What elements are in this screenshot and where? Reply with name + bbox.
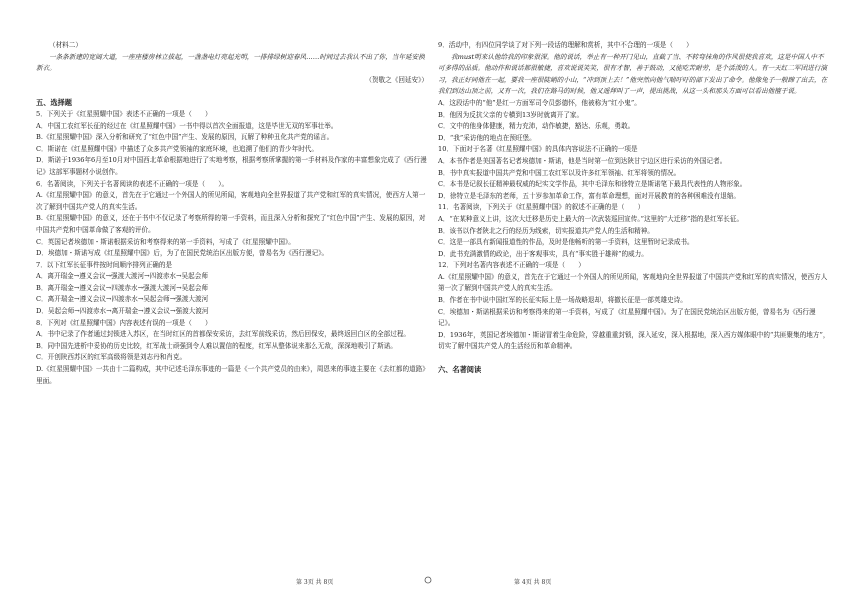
left-column [36,40,428,387]
question-11-option-b: B．该书以作者陕北之行的经历为线索，切实报道共产党人的生活和精神。 [438,226,654,235]
question-8-option-c: C．开创陕西苏区的红军高级将领是刘志丹和肖克。 [36,353,187,362]
question-8-option-b: B．同中国先进析中妥协的历史比较，红军战士顽强到令人难以置信的程度，红军从整体说来那么无敌，深深地吸引了斯诺。 [36,341,397,350]
question-8-option-d: D.《红星照耀中国》一共由十二篇构成，其中记述毛泽东事迹的一篇是《一个共产党员的由来》，周恩来的事迹主要在《去红都的道路》里面。 [36,365,426,385]
material-text: 一条条新建的宽阔大道，一座座楼房林立拔起，一盏盏电灯亮起光明，一排排绿树迎春风……时间过去我认不出了你，当年延安换新衣。 [36,52,425,73]
question-11-option-c: C．这是一部具有新闻报道性的作品，及时是他畅听的第一手资料，这里暂时记录成书。 [438,238,694,247]
right-page-number: 第 4页 共 8页 [514,579,552,586]
question-10-option-a: A．本书作者是美国著名记者埃德加・斯诺，他是当时第一位到达陕甘宁边区进行采访的外国记者。 [438,156,727,165]
question-7-option-d: D．吴起会师→四渡赤水→离开瑞金→遵义会议→强渡大渡河 [36,307,209,316]
question-6-option-d: D．埃德加・斯诺写成《红星照耀中国》后，为了在国民党统治区出版方便，曾易名为《西行漫记》。 [36,249,329,258]
question-12-option-d: D．1936年，英国记者埃德加・斯诺冒着生命危险，穿越重重封锁，深入延安，深入根据地，深入西方媒体眼中的“共匪聚集的地方”，切实了解中国共产党人的生活经历和革命精神。 [438,330,830,351]
question-5-option-d: D．斯诺于1936年6月至10月对中国西北革命根据地进行了实地考察，根据考察所掌握的第一手材料及作家的丰富想象完成了《西行漫记》这部军事题材小说创作。 [36,156,427,176]
question-7: 7．以下红军长征事件按时间顺序排列正确的是 [36,260,173,269]
question-6-option-c: C．英国记者埃德加・斯诺根据采访和考察得来的第一手资料，写成了《红星照耀中国》。 [36,237,295,246]
question-8-option-a: A．书中记录了作者通过封锁进入苏区，在当时红区的首都保安采访，去红军前线采访，然后回保安，最终返回白区的全部过程。 [36,330,411,339]
question-12-option-a: A.《红星照耀中国》的意义，首先在于它通过一个外国人的所见所闻，客观地向全世界报道了中国共产党和红军的真实情况，使西方人第一次了解到中国共产党人的真实生活。 [438,272,828,293]
section-5-heading: 五、选择题 [36,98,72,108]
question-10-option-d: D．徐特立是毛泽东的老师，五十岁参加革命工作，富有革命理想，面对开展教育的各种困难没有退缩。 [438,191,741,200]
question-5-option-a: A．中国工农红军长征的经过在《红星照耀中国》一书中得以首次全面报道，这是毕世无双的军事壮举。 [36,121,338,130]
question-8: 8．下列对《红星照耀中国》内容表述有误的一项是（ ） [36,318,212,327]
question-12-option-c: C．埃德加・斯诺根据采访和考察得来的第一手资料，写成了《红星照耀中国》。为了在国民党统治区出版方便，曾易名为《西行漫记》。 [438,307,816,328]
question-10-option-b: B．书中真实报道中国共产党和中国工农红军以及许多红军领袖、红军将领的情况。 [438,168,681,177]
question-5-option-c: C．斯诺在《红星照耀中国》中描述了众多共产党领袖的家庭环境，也追溯了他们的青少年时代。 [36,144,318,153]
binding-circle-icon [424,576,432,584]
question-7-option-a: A．离开瑞金→遵义会议→强渡大渡河→四渡赤水→吴起会师 [36,272,208,281]
left-page-number: 第 3页 共 8页 [296,579,334,586]
question-9-option-d: D．“我”采访他的地点在预旺堡。 [438,133,536,142]
question-10-option-c: C．本书是记叙长征精神最权威的纪实文学作品，其中毛泽东和徐特立是斯诺笔下最具代表性的人物形象。 [438,180,747,189]
question-12: 12．下列对名著内容表述不正确的一项是（ ） [438,261,585,270]
material-label: （材料二） [49,41,82,49]
question-7-option-b: B．离开瑞金→遵义会议→四渡赤水→强渡大渡河→吴起会师 [36,283,209,292]
question-11: 11．名著阅读，下列关于《红星照耀中国》的叙述不正确的是（ ） [438,203,645,212]
question-12-option-b: B．作者在书中说中国红军的长征实际上是一场战略退却，将撤长征是一部英雄史诗。 [438,296,687,305]
question-6-option-b: B.《红星照耀中国》的意义，还在于书中不仅记录了考察所得的第一手资料，而且深入分析和探究了“红色中国”产生、发展的原因，对中国共产党和中国革命做了客观的评价。 [36,214,426,234]
section-6-heading: 六、名著阅读 [438,365,482,375]
question-11-option-a: A．“在某种意义上讲，这次大迁移是历史上最大的一次武装巡回宣传。”这里的“大迁移”指的是红军长征。 [438,214,744,223]
question-9-passage: 我must明来认他给我的印象很深。他的说话，举止有一种开门见山，直截了当、不转弯抹角的作风很使我喜欢，这是中国人中不可多得的品质。他动作和说话都很敏捷，喜欢说说笑笑，很有才智，善于鼓动，又能吃苦耐劳，是个活泼的人。有一天红二军团进行演习，我正好同他在一起，要我一座很陡峭的小山，“冲到顶上去！”他突然向他气喘吁吁的部下发出了命令。他像兔子一般蹿了出去，在我们到达山顶之前，又有一次，我们在路马的时候，他又遥拜叫了一声，提出挑战，从这一头和那头方面可以看出他擅于说。 [438,52,828,96]
question-10: 10．下面对于名著《红星照耀中国》的具体内容说法不正确的一项是 [438,145,638,154]
question-9: 9．活动中，有四位同学谈了对下列一段话的理解和赏析，其中不合理的一项是（ ） [438,41,693,49]
question-6: 6．名著阅读，下列关于名著阅读的表述不正确的一项是（ ）。 [36,179,229,188]
question-6-option-a: A.《红星照耀中国》的意义，首先在于它通过一个外国人的所见所闻，客观地向全世界报道了共产党和红军的真实情况，使西方人第一次了解到中国共产党人的真实生活。 [36,191,426,211]
question-5: 5．下列关于《红星照耀中国》表述不正确的一项是（ ） [36,109,212,118]
question-7-option-c: C．离开瑞金→遵义会议→四渡赤水→吴起会师→强渡大渡河 [36,295,209,304]
question-11-option-d: D．此书充满激情的政论，出于客观事实，具有“事实胜于雄辩”的威力。 [438,249,648,258]
material-source: （贺敬之《回延安》） [365,75,428,84]
question-9-option-a: A．这段话中的“他”是红一方面军司令员彭德怀，他被称为“红小鬼”。 [438,98,641,107]
right-column [438,40,830,376]
question-9-option-c: C．文中的他身体健康，精力充沛，动作敏捷，豁达、乐观，勇敢。 [438,122,635,131]
question-5-option-b: B.《红星照耀中国》深入分析和研究了“红色中国”产生、发展的原因，瓦解了种种丑化共产党的谣言。 [36,133,334,142]
question-9-option-b: B．他因为反抗父亲的专横到13岁时就离开了家。 [438,110,584,119]
